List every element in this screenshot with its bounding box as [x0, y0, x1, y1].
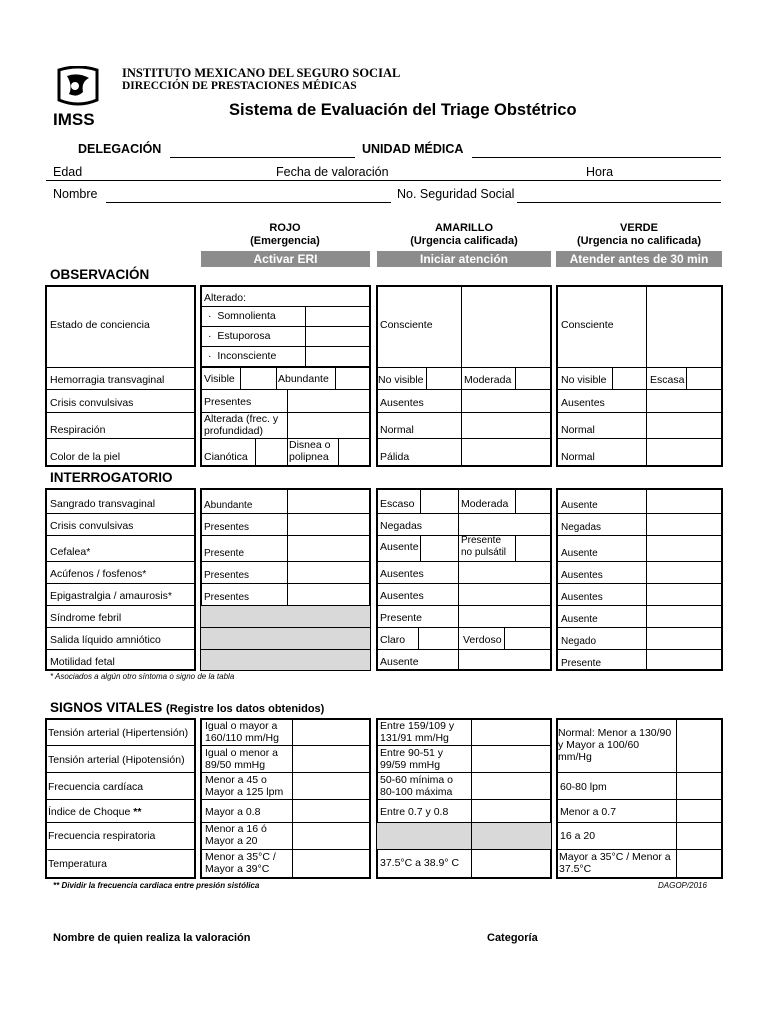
int-row-motilidad: Motilidad fetal [50, 656, 115, 668]
int-divider [515, 536, 516, 561]
signos-subtitle: (Registre los datos obtenidos) [166, 703, 325, 715]
amarillo-action-bar: Iniciar atención [377, 251, 551, 267]
obs-verde-escasa: Escasa [650, 374, 685, 386]
unidad-field[interactable] [472, 157, 721, 158]
int-divider [46, 561, 195, 562]
int-amarillo-claro: Claro [380, 634, 406, 646]
sv-divider [557, 799, 722, 800]
obs-divider [612, 368, 613, 389]
int-rojo-presentes2: Presentes [204, 570, 250, 581]
int-divider [377, 513, 551, 514]
nombre-label: Nombre [53, 187, 98, 201]
sv-amarillo-temp: 37.5°C a 38.9° C [380, 857, 460, 869]
sv-rojo-choque: Mayor a 0.8 [205, 806, 261, 818]
int-row-acufenos: Acúfenos / fosfenos* [50, 568, 147, 580]
amarillo-header [377, 222, 551, 248]
int-amarillo-ausente2: Ausente [380, 656, 419, 668]
int-row-crisis: Crisis convulsivas [50, 520, 134, 532]
int-verde-ausentes: Ausentes [561, 570, 603, 581]
int-row-liquido: Salida líquido amniótico [50, 634, 161, 646]
int-row-sangrado: Sangrado transvaginal [50, 498, 156, 510]
obs-verde-consciente: Consciente [561, 319, 614, 331]
int-divider [46, 605, 195, 606]
int-divider [201, 513, 370, 514]
sv-divider [201, 772, 370, 773]
obs-amarillo-palida: Pálida [380, 451, 410, 463]
int-divider [46, 513, 195, 514]
int-row-cefalea: Cefalea* [50, 546, 91, 558]
obs-verde-normal2: Normal [561, 451, 595, 463]
sv-divider [201, 799, 370, 800]
int-divider [504, 628, 505, 649]
nss-field[interactable] [517, 202, 721, 203]
obs-rojo-alterada-cell [201, 412, 288, 439]
sv-row-hiper: Tensión arterial (Hipertensión) [48, 727, 189, 739]
int-row-febril: Síndrome febril [50, 612, 122, 624]
sv-divider [377, 799, 551, 800]
int-divider [46, 627, 195, 628]
int-amarillo-presente: Presente [380, 612, 423, 624]
int-row-epigastralgia: Epigastralgia / amaurosis* [50, 590, 172, 602]
sv-divider [46, 772, 195, 773]
obs-divider [557, 389, 722, 390]
signos-title-text: SIGNOS VITALES [50, 700, 163, 715]
int-amarillo-ausente: Ausente [380, 541, 419, 553]
obs-divider [46, 412, 195, 413]
form-code: DAGOP/2016 [658, 881, 707, 890]
obs-rojo-visible-cell [201, 367, 241, 390]
nss-label: No. Seguridad Social [397, 187, 515, 201]
unidad-label: UNIDAD MÉDICA [362, 142, 464, 156]
obs-rojo-disnea-cell [287, 438, 339, 466]
int-amarillo-verdoso: Verdoso [463, 634, 502, 646]
obs-rojo-inconsciente-box[interactable] [305, 346, 370, 367]
int-divider [377, 583, 551, 584]
rojo-header [200, 222, 370, 248]
sv-verde-temp: Mayor a 35°C / Menor a 37.5°C [559, 851, 671, 875]
verde-sub: (Urgencia no calificada) [576, 235, 702, 247]
interrogatorio-title: INTERROGATORIO [50, 470, 173, 485]
int-divider [458, 628, 459, 649]
int-divider [201, 535, 370, 536]
sv-row-hipo: Tensión arterial (Hipotensión) [48, 754, 185, 766]
org-name: INSTITUTO MEXICANO DEL SEGURO SOCIAL [122, 66, 401, 80]
amarillo-sub: (Urgencia calificada) [410, 235, 518, 247]
obs-rojo-presentes-box[interactable] [287, 389, 370, 413]
sv-amarillo-fc: 50-60 mínima o 80-100 máxima [380, 774, 453, 798]
sv-divider [377, 772, 551, 773]
int-verde-vline [646, 489, 647, 670]
obs-row-conciencia: Estado de conciencia [50, 319, 150, 331]
obs-rojo-estuporosa-box[interactable] [305, 326, 370, 347]
int-verde-ausente: Ausente [561, 500, 598, 511]
int-divider [377, 627, 551, 628]
signos-note: ** Dividir la frecuencia cardiaca entre presión sistólica [53, 881, 260, 890]
int-verde-negadas: Negadas [561, 522, 602, 533]
obs-divider [46, 367, 195, 368]
obs-rojo-cianotica: Cianótica [204, 451, 248, 463]
rojo-action-bar: Activar ERI [201, 251, 370, 267]
obs-rojo-visible-box[interactable] [240, 367, 277, 390]
page-title: Sistema de Evaluación del Triage Obstétrico [229, 101, 577, 119]
int-rojo-abundante: Abundante [204, 500, 253, 511]
obs-divider [515, 368, 516, 389]
int-divider [420, 489, 421, 513]
obs-amarillo-consciente: Consciente [380, 319, 433, 331]
obs-verde-vline [646, 286, 647, 466]
int-verde-ausente2: Ausente [561, 548, 598, 559]
obs-amarillo-ausentes: Ausentes [380, 397, 424, 409]
int-amarillo-ausentes: Ausentes [380, 568, 424, 580]
int-rojo-gray-area [201, 605, 370, 670]
int-divider [201, 583, 370, 584]
obs-divider [377, 389, 551, 390]
obs-rojo-cianotica-box[interactable] [255, 438, 288, 466]
obs-divider [377, 367, 551, 368]
sv-amarillo-gray [377, 823, 551, 849]
logo-text: IMSS [53, 110, 95, 129]
obs-verde-ausentes: Ausentes [561, 397, 605, 409]
int-verde-ausentes2: Ausentes [561, 592, 603, 603]
sv-verde-choque: Menor a 0.7 [560, 806, 617, 818]
sv-row-choque [48, 806, 141, 818]
rojo-sub: (Emergencia) [250, 235, 320, 247]
obs-rojo-abundante-box[interactable] [335, 367, 370, 390]
obs-rojo-alterada-box[interactable] [287, 412, 370, 439]
obs-rojo-cianotica-cell [201, 438, 256, 466]
rojo-name: ROJO [269, 222, 301, 234]
verde-name: VERDE [620, 222, 658, 234]
int-divider [377, 605, 551, 606]
int-amarillo-ausentes2: Ausentes [380, 590, 424, 602]
int-divider [201, 649, 370, 650]
obs-rojo-somnolienta: Somnolienta [217, 310, 276, 322]
int-amarillo-moderada: Moderada [461, 498, 509, 510]
obs-divider [46, 438, 195, 439]
obs-amarillo-vline [461, 286, 462, 466]
sv-row-choque-mark: ** [133, 806, 142, 818]
sv-divider [377, 822, 551, 823]
sv-divider [557, 822, 722, 823]
obs-rojo-inconsciente: Inconsciente [217, 350, 277, 362]
obs-amarillo-novisible: No visible [378, 374, 424, 386]
sv-divider [201, 849, 370, 850]
obs-divider [557, 367, 722, 368]
signos-title [50, 700, 324, 715]
obs-row-hemorragia: Hemorragia transvaginal [50, 374, 165, 386]
hora-label: Hora [586, 165, 614, 179]
obs-rojo-abundante-cell [276, 367, 336, 390]
obs-row-piel: Color de la piel [50, 451, 121, 463]
sv-rojo-hipo: Igual o menor a 89/50 mmHg [205, 747, 278, 771]
amarillo-name: AMARILLO [434, 222, 494, 234]
sv-verde-fr: 16 a 20 [560, 830, 596, 842]
verde-header [556, 222, 722, 248]
int-rojo-presentes: Presentes [204, 522, 250, 533]
int-divider [557, 535, 722, 536]
obs-rojo-alterado: Alterado: [204, 292, 247, 304]
int-divider [46, 535, 195, 536]
obs-rojo-visible: Visible [204, 373, 235, 385]
int-amarillo-escaso: Escaso [380, 498, 415, 510]
int-divider [557, 561, 722, 562]
obs-divider [557, 438, 722, 439]
int-divider [458, 650, 459, 670]
obs-verde-normal: Normal [561, 424, 595, 436]
int-divider [46, 583, 195, 584]
obs-divider [426, 368, 427, 389]
sv-divider [46, 849, 195, 850]
obs-rojo-alterada: Alterada (frec. y profundidad) [204, 413, 279, 437]
int-divider [458, 489, 459, 513]
category-label: Categoría [487, 932, 538, 944]
int-divider [418, 628, 419, 649]
delegacion-field[interactable] [170, 157, 355, 158]
fecha-label: Fecha de valoración [276, 165, 389, 179]
sv-rojo-hiper: Igual o mayor a 160/110 mm/Hg [205, 720, 279, 744]
int-divider [458, 514, 459, 605]
sv-divider [557, 772, 722, 773]
sv-amarillo-hiper: Entre 159/109 y 131/91 mm/Hg [380, 720, 455, 744]
obs-rojo-presentes: Presentes [204, 396, 252, 408]
obs-divider [377, 438, 551, 439]
obs-rojo-disnea-box[interactable] [338, 438, 370, 466]
obs-verde-novisible: No visible [561, 374, 607, 386]
obs-rojo-inconsciente-cell: · Inconsciente [201, 346, 306, 367]
int-divider [458, 606, 459, 627]
int-divider [46, 649, 195, 650]
obs-rojo-estuporosa: Estuporosa [217, 330, 271, 342]
obs-divider [557, 412, 722, 413]
interrogatorio-note: * Asociados a algún otro síntoma o signo de la tabla [50, 672, 235, 681]
int-verde-presente: Presente [561, 658, 602, 669]
sv-rojo-temp: Menor a 35°C / Mayor a 39°C [205, 851, 276, 875]
obs-divider [686, 368, 687, 389]
sv-rojo-fr: Menor a 16 ó Mayor a 20 [205, 823, 267, 847]
obs-rojo-presentes-cell [201, 389, 288, 413]
int-divider [557, 513, 722, 514]
sv-divider [377, 849, 551, 850]
sv-amarillo-hipo: Entre 90-51 y 99/59 mmHg [380, 747, 444, 771]
sv-rojo-fc: Menor a 45 o Mayor a 125 lpm [205, 774, 284, 798]
int-divider [557, 649, 722, 650]
int-divider [377, 649, 551, 650]
verde-action-bar: Atender antes de 30 min [556, 251, 722, 267]
sv-amarillo-choque: Entre 0.7 y 0.8 [380, 806, 449, 818]
int-divider [557, 583, 722, 584]
int-divider [201, 561, 370, 562]
int-verde-ausente3: Ausente [561, 614, 598, 625]
sv-divider [46, 822, 195, 823]
evaluator-label: Nombre de quien realiza la valoración [53, 932, 251, 944]
obs-row-respiracion: Respiración [50, 424, 106, 436]
sv-row-fr: Frecuencia respiratoria [48, 830, 156, 842]
int-divider [557, 627, 722, 628]
delegacion-label: DELEGACIÓN [78, 142, 162, 156]
sv-row-temp: Temperatura [48, 858, 107, 870]
int-divider [420, 536, 421, 561]
int-divider [515, 489, 516, 513]
int-rojo-presente: Presente [204, 548, 245, 559]
sv-divider [201, 745, 370, 746]
int-divider [557, 605, 722, 606]
int-divider [201, 627, 370, 628]
int-verde-negado: Negado [561, 636, 597, 647]
obs-rojo-estuporosa-cell: · Estuporosa [201, 326, 306, 347]
int-divider [377, 561, 551, 562]
int-divider [201, 605, 370, 606]
edad-fecha-hora-field[interactable] [46, 180, 721, 181]
obs-rojo-somnolienta-box[interactable] [305, 306, 370, 327]
sv-verde-ta: Normal: Menor a 130/90 y Mayor a 100/60 mm/Hg [558, 727, 672, 763]
obs-divider [377, 412, 551, 413]
edad-label: Edad [53, 165, 83, 179]
sv-divider [557, 849, 722, 850]
sv-divider [46, 799, 195, 800]
obs-row-crisis: Crisis convulsivas [50, 397, 134, 409]
sv-divider [46, 745, 195, 746]
dept-name: DIRECCIÓN DE PRESTACIONES MÉDICAS [122, 80, 357, 92]
obs-rojo-disnea: Disnea o polipnea [289, 439, 331, 463]
sv-row-fc: Frecuencia cardíaca [48, 781, 144, 793]
int-amarillo-presente-np: Presente no pulsátil [461, 535, 507, 558]
sv-verde-fc: 60-80 lpm [560, 781, 607, 793]
observacion-title: OBSERVACIÓN [50, 267, 150, 282]
int-rojo-vline [287, 489, 288, 605]
sv-row-choque-text: Índice de Choque [48, 806, 131, 818]
obs-amarillo-normal: Normal [380, 424, 414, 436]
nombre-field[interactable] [106, 202, 391, 203]
obs-rojo-somnolienta-cell: · Somnolienta [201, 306, 306, 327]
obs-rojo-abundante: Abundante [278, 373, 329, 385]
obs-amarillo-moderada: Moderada [464, 374, 512, 386]
int-amarillo-negadas: Negadas [380, 520, 423, 532]
obs-divider [46, 389, 195, 390]
int-rojo-presentes3: Presentes [204, 592, 250, 603]
sv-divider [377, 745, 551, 746]
